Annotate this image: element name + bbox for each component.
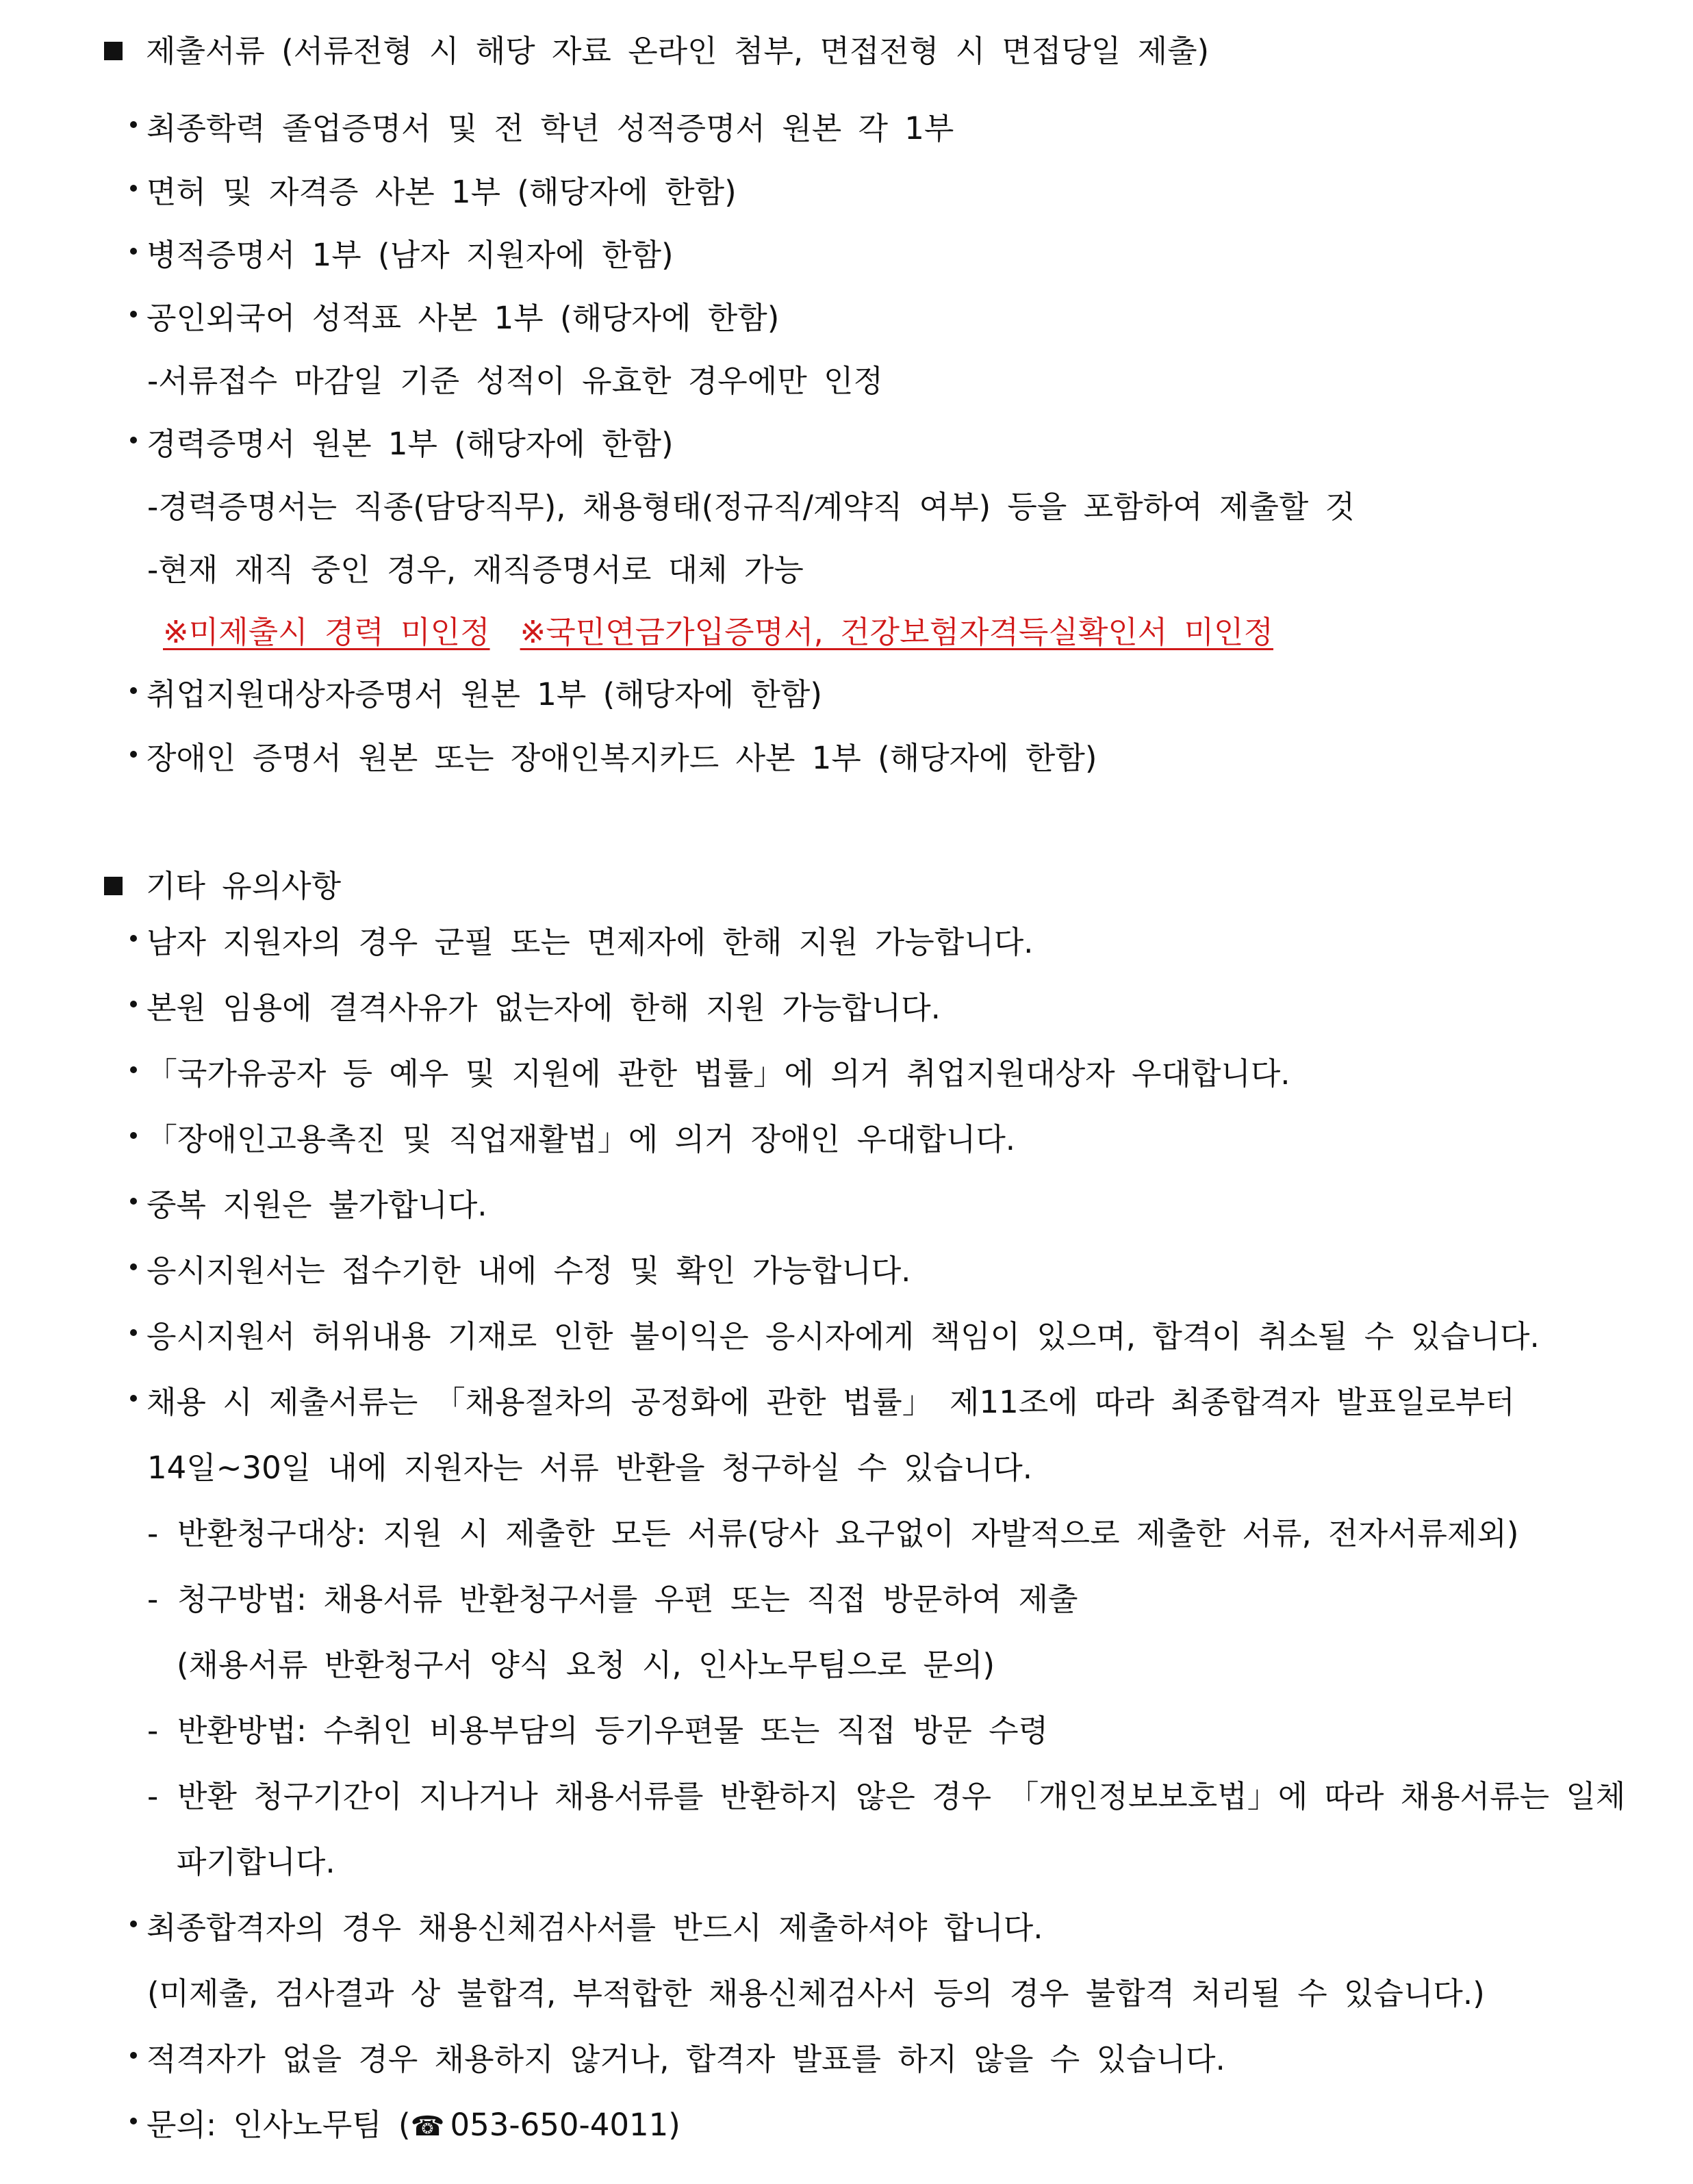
square-bullet-icon: [104, 42, 123, 60]
list-item-text: 병적증명서 1부 (남자 지원자에 한함): [147, 237, 674, 273]
list-item: [130, 1053, 1290, 1094]
bullet-icon: [130, 1263, 137, 1270]
bullet-icon: [130, 1329, 137, 1336]
list-item-text: 「국가유공자 등 예우 및 지원에 관한 법률」에 의거 취업지원대상자 우대합니다.: [147, 1055, 1290, 1092]
dash-marker: -: [147, 1778, 159, 1814]
bullet-icon: [130, 311, 137, 318]
list-item-continuation: [147, 1448, 1032, 1489]
bullet-icon: [130, 1066, 137, 1073]
list-sub-item: [147, 1579, 1078, 1620]
continuation-text: 파기합니다.: [177, 1844, 335, 1880]
sub-item-text: -경력증명서는 직종(담당직무), 채용형태(정규직/계약직 여부) 등을 포함하여 제출할 것: [147, 489, 1355, 525]
sub-item-text: -현재 재직 중인 경우, 재직증명서로 대체 가능: [147, 552, 804, 588]
bullet-icon: [130, 2118, 137, 2124]
list-item-text: 경력증명서 원본 1부 (해당자에 한함): [147, 426, 674, 462]
continuation-text: 14일~30일 내에 지원자는 서류 반환을 청구하실 수 있습니다.: [147, 1450, 1033, 1486]
list-sub-item: [147, 1710, 1048, 1751]
bullet-icon: [130, 1001, 137, 1007]
bullet-icon: [130, 687, 137, 694]
section-heading-documents: [104, 31, 1209, 72]
dash-marker: -: [147, 1712, 159, 1749]
sub-item-text: 반환 청구기간이 지나거나 채용서류를 반환하지 않은 경우 「개인정보보호법」에 따라 채용서류는 일체: [177, 1778, 1626, 1814]
bullet-icon: [130, 121, 137, 128]
contact-phone-number: 053-650-4011): [450, 2107, 680, 2143]
list-item: [130, 235, 674, 276]
list-sub-item-continuation: [177, 1645, 995, 1686]
list-item: [130, 108, 954, 149]
list-item-continuation: [147, 1973, 1485, 2014]
list-sub-item-continuation: [177, 1842, 335, 1883]
list-item: [130, 1250, 911, 1292]
list-item-text: 본원 임용에 결격사유가 없는자에 한해 지원 가능합니다.: [147, 990, 941, 1026]
list-item-text: 남자 지원자의 경우 군필 또는 면제자에 한해 지원 가능합니다.: [147, 924, 1034, 960]
bullet-icon: [130, 2052, 137, 2059]
list-item-text: 공인외국어 성적표 사본 1부 (해당자에 한함): [147, 300, 780, 336]
bullet-icon: [130, 437, 137, 444]
sub-item-text: 청구방법: 채용서류 반환청구서를 우편 또는 직접 방문하여 제출: [177, 1581, 1078, 1617]
telephone-icon: ☎: [410, 2111, 445, 2142]
list-item-text: 장애인 증명서 원본 또는 장애인복지카드 사본 1부 (해당자에 한함): [147, 740, 1097, 776]
bullet-icon: [130, 935, 137, 942]
list-item: [130, 1382, 1515, 1423]
bullet-icon: [130, 1395, 137, 1402]
list-item: [130, 1185, 487, 1226]
bullet-icon: [130, 751, 137, 758]
list-item: [130, 172, 737, 213]
warning-text-insurance: ※국민연금가입증명서, 건강보험자격득실확인서 미인정: [520, 614, 1273, 650]
list-item-text: 최종학력 졸업증명서 및 전 학년 성적증명서 원본 각 1부: [147, 110, 954, 146]
bullet-icon: [130, 1132, 137, 1139]
list-item: [130, 922, 1034, 963]
continuation-text: (미제출, 검사결과 상 불합격, 부적합한 채용신체검사서 등의 경우 불합격 처리될 수 있습니다.): [147, 1975, 1485, 2012]
bullet-icon: [130, 248, 137, 255]
list-item: [130, 1316, 1540, 1357]
list-item: [130, 988, 941, 1029]
heading-text: 기타 유의사항: [146, 868, 342, 904]
list-item-text: 「장애인고용촉진 및 직업재활법」에 의거 장애인 우대합니다.: [147, 1121, 1016, 1157]
sub-item-text: 반환방법: 수취인 비용부담의 등기우편물 또는 직접 방문 수령: [177, 1712, 1049, 1749]
list-item: [130, 1119, 1015, 1160]
list-item-text: 최종합격자의 경우 채용신체검사서를 반드시 제출하셔야 합니다.: [147, 1910, 1043, 1946]
list-sub-item: [147, 1513, 1518, 1554]
warning-text-career: ※미제출시 경력 미인정: [163, 614, 490, 650]
list-item: [130, 2039, 1225, 2080]
dash-marker: -: [147, 1581, 159, 1617]
section-heading-notes: [104, 866, 341, 907]
contact-label: 문의: 인사노무팀 (: [147, 2107, 411, 2143]
bullet-icon: [130, 185, 137, 192]
list-item-text: 중복 지원은 불가합니다.: [147, 1187, 487, 1223]
list-item-text: 채용 시 제출서류는 「채용절차의 공정화에 관한 법률」 제11조에 따라 최종합격자 발표일로부터: [147, 1384, 1515, 1420]
continuation-text: (채용서류 반환청구서 양식 요청 시, 인사노무팀으로 문의): [177, 1647, 995, 1683]
sub-item-text: -서류접수 마감일 기준 성적이 유효한 경우에만 인정: [147, 363, 883, 399]
list-item-text: 응시지원서 허위내용 기재로 인한 불이익은 응시자에게 책임이 있으며, 합격이 취소될 수 있습니다.: [147, 1318, 1540, 1354]
contact-item: [130, 2105, 680, 2147]
list-item: [130, 738, 1097, 779]
list-sub-item: [147, 550, 804, 591]
list-item: [130, 674, 822, 715]
heading-text: 제출서류 (서류전형 시 해당 자료 온라인 첨부, 면접전형 시 면접당일 제출): [146, 33, 1210, 69]
list-sub-item: [147, 361, 883, 402]
list-sub-item: [147, 487, 1355, 528]
list-item-text: 적격자가 없을 경우 채용하지 않거나, 합격자 발표를 하지 않을 수 있습니다.: [147, 2041, 1225, 2077]
list-item-text: 취업지원대상자증명서 원본 1부 (해당자에 한함): [147, 676, 822, 712]
warning-note: [163, 612, 1273, 653]
dash-marker: -: [147, 1515, 159, 1552]
list-item-text: 면허 및 자격증 사본 1부 (해당자에 한함): [147, 174, 737, 210]
square-bullet-icon: [104, 877, 123, 895]
list-item: [130, 424, 674, 465]
bullet-icon: [130, 1920, 137, 1927]
list-item: [130, 298, 779, 339]
bullet-icon: [130, 1198, 137, 1205]
list-item: [130, 1907, 1043, 1949]
list-item-text: 응시지원서는 접수기한 내에 수정 및 확인 가능합니다.: [147, 1252, 911, 1289]
sub-item-text: 반환청구대상: 지원 시 제출한 모든 서류(당사 요구없이 자발적으로 제출한 서류, 전자서류제외): [177, 1515, 1519, 1552]
list-sub-item: [147, 1776, 1625, 1817]
